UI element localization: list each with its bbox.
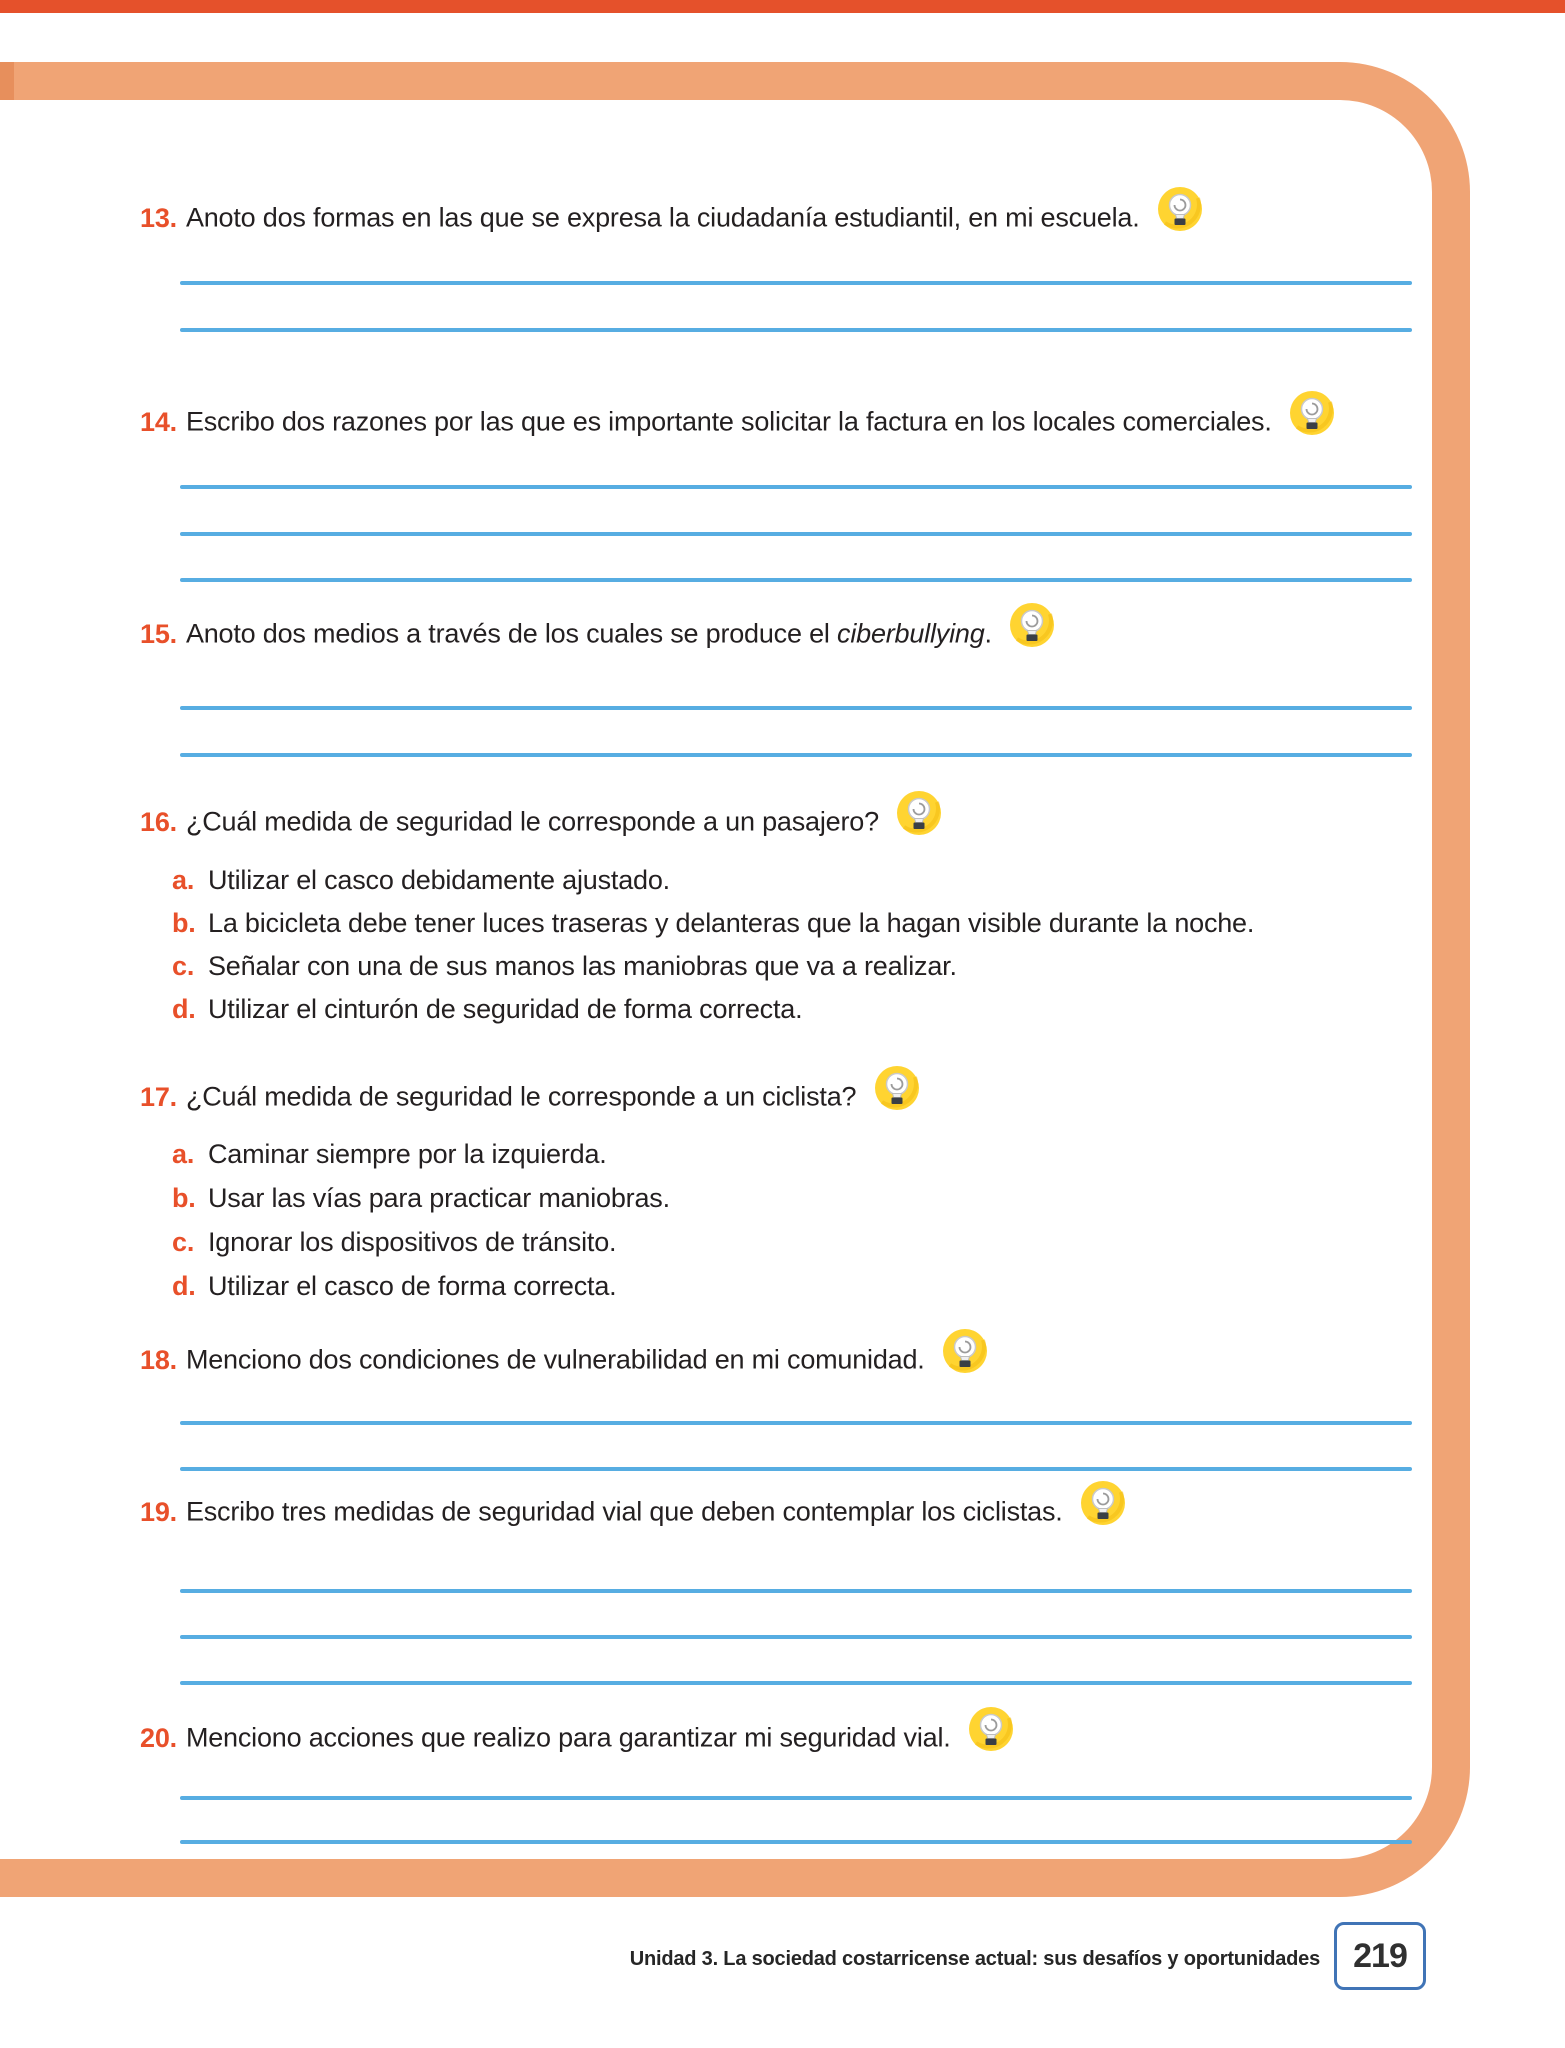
top-accent-bar <box>0 0 1565 13</box>
option-letter: d. <box>172 994 196 1024</box>
question-17-options <box>172 1132 670 1308</box>
question-number: 17. <box>140 1081 177 1112</box>
lightbulb-icon <box>874 1065 920 1122</box>
question-number: 13. <box>140 202 177 233</box>
option-text: Ignorar los dispositivos de tránsito. <box>208 1226 617 1257</box>
question-text-italic: ciberbullying <box>837 618 985 649</box>
question-16-options <box>172 859 1254 1031</box>
question-number: 19. <box>140 1496 177 1527</box>
question-text: ¿Cuál medida de seguridad le corresponde a un ciclista? <box>185 1081 857 1112</box>
answer-line <box>180 753 1412 757</box>
question-16 <box>140 795 942 852</box>
answer-line <box>180 328 1412 332</box>
option-letter: a. <box>172 1138 195 1169</box>
question-text: Escribo dos razones por las que es importante solicitar la factura en los locales comerciales. <box>185 406 1272 437</box>
option-b <box>172 1176 670 1220</box>
option-b <box>172 902 1254 945</box>
question-number: 14. <box>140 406 177 437</box>
question-number: 16. <box>140 806 177 837</box>
answer-line <box>180 532 1412 536</box>
question-text: Menciono acciones que realizo para garantizar mi seguridad vial. <box>185 1722 951 1753</box>
option-letter: b. <box>172 908 196 938</box>
answer-line <box>180 281 1412 285</box>
option-d <box>172 1264 670 1308</box>
answer-line <box>180 1796 1412 1800</box>
lightbulb-icon <box>1157 186 1203 243</box>
page-number: 219 <box>1353 1936 1407 1975</box>
option-text: La bicicleta debe tener luces traseras y delanteras que la hagan visible durante la noche. <box>208 908 1255 938</box>
option-d <box>172 988 1254 1031</box>
option-letter: b. <box>172 1182 196 1213</box>
option-text: Utilizar el casco debidamente ajustado. <box>208 865 670 895</box>
option-c <box>172 945 1254 988</box>
question-20 <box>140 1711 1014 1768</box>
option-letter: a. <box>172 865 195 895</box>
question-text: Anoto dos medios a través de los cuales se produce el <box>185 618 838 649</box>
lightbulb-icon <box>1009 602 1055 659</box>
page-number-badge <box>1334 1922 1426 1990</box>
lightbulb-icon <box>1080 1480 1126 1537</box>
option-letter: c. <box>172 1226 195 1257</box>
answer-line <box>180 578 1412 582</box>
question-17 <box>140 1070 920 1127</box>
option-text: Señalar con una de sus manos las maniobras que va a realizar. <box>208 951 957 981</box>
answer-line <box>180 706 1412 710</box>
question-number: 20. <box>140 1722 177 1753</box>
answer-line <box>180 1840 1412 1844</box>
option-text: Utilizar el cinturón de seguridad de forma correcta. <box>208 994 803 1024</box>
lightbulb-icon <box>1289 390 1335 447</box>
lightbulb-icon <box>896 790 942 847</box>
footer-unit-title: Unidad 3. La sociedad costarricense actual: sus desafíos y oportunidades <box>629 1948 1320 1970</box>
question-text: ¿Cuál medida de seguridad le corresponde a un pasajero? <box>185 806 879 837</box>
answer-line <box>180 1681 1412 1685</box>
lightbulb-icon <box>942 1328 988 1385</box>
option-letter: c. <box>172 951 195 981</box>
answer-line <box>180 485 1412 489</box>
option-text: Caminar siempre por la izquierda. <box>208 1138 607 1169</box>
question-14 <box>140 395 1335 452</box>
option-a <box>172 1132 670 1176</box>
question-text: Escribo tres medidas de seguridad vial que deben contemplar los ciclistas. <box>185 1496 1063 1527</box>
question-text: Menciono dos condiciones de vulnerabilidad en mi comunidad. <box>185 1344 925 1375</box>
option-text: Usar las vías para practicar maniobras. <box>208 1182 670 1213</box>
question-18 <box>140 1333 988 1390</box>
answer-line <box>180 1589 1412 1593</box>
question-15 <box>140 607 1055 664</box>
option-c <box>172 1220 670 1264</box>
option-text: Utilizar el casco de forma correcta. <box>208 1270 617 1301</box>
question-number: 15. <box>140 618 177 649</box>
answer-line <box>180 1635 1412 1639</box>
question-text: Anoto dos formas en las que se expresa la ciudadanía estudiantil, en mi escuela. <box>185 202 1140 233</box>
answer-line <box>180 1421 1412 1425</box>
answer-line <box>180 1467 1412 1471</box>
option-letter: d. <box>172 1270 196 1301</box>
question-number: 18. <box>140 1344 177 1375</box>
option-a <box>172 859 1254 902</box>
frame-spine-segment <box>0 62 14 100</box>
question-13 <box>140 191 1203 248</box>
lightbulb-icon <box>968 1706 1014 1763</box>
question-text-suffix: . <box>984 618 992 649</box>
question-19 <box>140 1485 1126 1542</box>
